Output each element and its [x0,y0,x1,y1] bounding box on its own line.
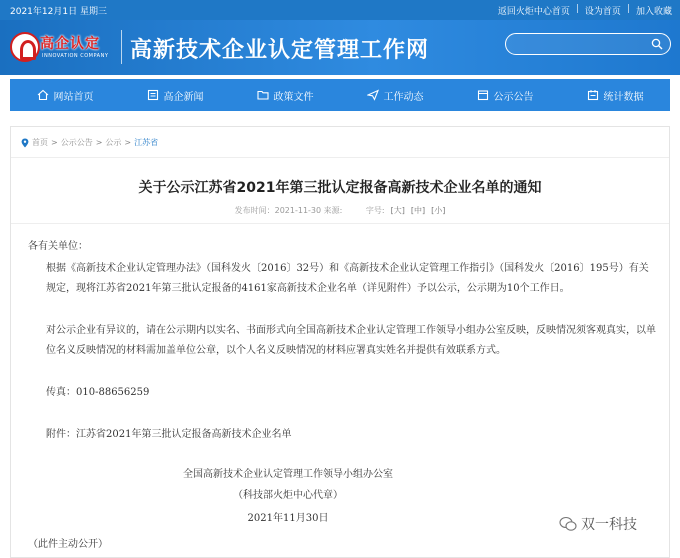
search-icon[interactable] [651,38,663,50]
fax-number: 传真：010-88656259 [46,387,150,398]
breadcrumb [21,137,158,148]
divider [11,157,669,158]
site-title: 高新技术企业认定管理工作网 [130,37,430,63]
link-torch-home[interactable]: 返回火炬中心首页 [497,7,570,17]
link-add-favorite[interactable]: 加入收藏 [635,7,672,17]
signature-seal: （科技部火炬中心代章） [233,490,343,501]
breadcrumb-notices[interactable]: 公示公告 [60,138,93,147]
separator: | [626,4,630,14]
search-input[interactable] [516,37,646,51]
article-panel [10,126,670,558]
nav-label: 统计数据 [603,91,644,103]
font-size-label: 字号: [365,206,385,215]
signature-org: 全国高新技术企业认定管理工作领导小组办公室 [183,469,393,480]
signature-date: 2021年11月30日 [247,513,329,524]
breadcrumb-separator: > [95,138,103,147]
divider [11,223,669,224]
nav-item-work-updates[interactable] [340,79,450,111]
breadcrumb-current[interactable]: 江苏省 [134,138,159,147]
top-strip [0,0,680,20]
calendar-icon [587,89,599,101]
main-nav [10,79,670,111]
breadcrumb-separator: > [51,138,58,147]
paragraph: 对公示企业有异议的，请在公示期内以实名、书面形式向全国高新技术企业认定管理工作领导小组办公室反映，反映情况须客观真实，以单位名义反映情况的材料需加盖单位公章，以个人名义反映情况的材料应署真实姓名并提供有效联系方式。 [46,325,656,356]
header-divider [121,30,122,64]
link-set-homepage[interactable]: 设为首页 [584,7,621,17]
watermark [559,514,637,534]
search-box [505,33,671,55]
font-size-small[interactable]: [小] [431,206,446,215]
wechat-icon [559,516,577,532]
attachment-note: 附件：江苏省2021年第三批认定报备高新技术企业名单 [46,429,292,440]
nav-label: 政策文件 [273,91,314,103]
breadcrumb-home[interactable]: 首页 [32,138,48,147]
footnote: （此件主动公开） [28,539,108,550]
article-title: 关于公示江苏省2021年第三批认定报备高新技术企业名单的通知 [138,180,542,196]
home-icon [37,89,49,101]
nav-label: 公示公告 [493,91,534,103]
separator: | [575,4,579,14]
news-icon [147,89,159,101]
site-logo[interactable] [10,32,114,64]
folder-icon [257,89,269,101]
nav-item-policy[interactable] [230,79,340,111]
top-links [498,4,672,17]
logo-subtext: INNOVATION COMPANY [42,53,109,59]
nav-item-home[interactable] [10,79,120,111]
article-meta [11,205,669,216]
salutation: 各有关单位： [28,241,88,252]
paragraph: 根据《高新技术企业认定管理办法》（国科发火〔2016〕32号）和《高新技术企业认定管理工作指引》（国科发火〔2016〕195号）有关规定，现将江苏省2021年第三批认定报备的4161家高新技术企业名单（详见附件）予以公示，公示期为10个工作日。 [46,263,649,294]
breadcrumb-public[interactable]: 公示 [105,138,122,147]
logo-emblem-icon [10,32,40,62]
nav-item-news[interactable] [120,79,230,111]
send-icon [367,89,379,101]
nav-label: 工作动态 [383,91,424,103]
publish-info: 发布时间：2021-11-30 来源: [234,206,343,215]
font-size-large[interactable]: [大] [390,206,405,215]
location-pin-icon [21,138,29,148]
nav-label: 高企新闻 [163,91,204,103]
nav-label: 网站首页 [53,91,94,103]
nav-item-statistics[interactable] [560,79,670,111]
font-size-medium[interactable]: [中] [410,206,426,215]
site-header [0,20,680,75]
current-date: 2021年12月1日 星期三 [10,7,107,17]
breadcrumb-separator: > [124,138,132,147]
watermark-text: 双一科技 [581,517,637,533]
nav-item-notices[interactable] [450,79,560,111]
notice-icon [477,89,489,101]
logo-text: 高企认定 [40,36,100,52]
